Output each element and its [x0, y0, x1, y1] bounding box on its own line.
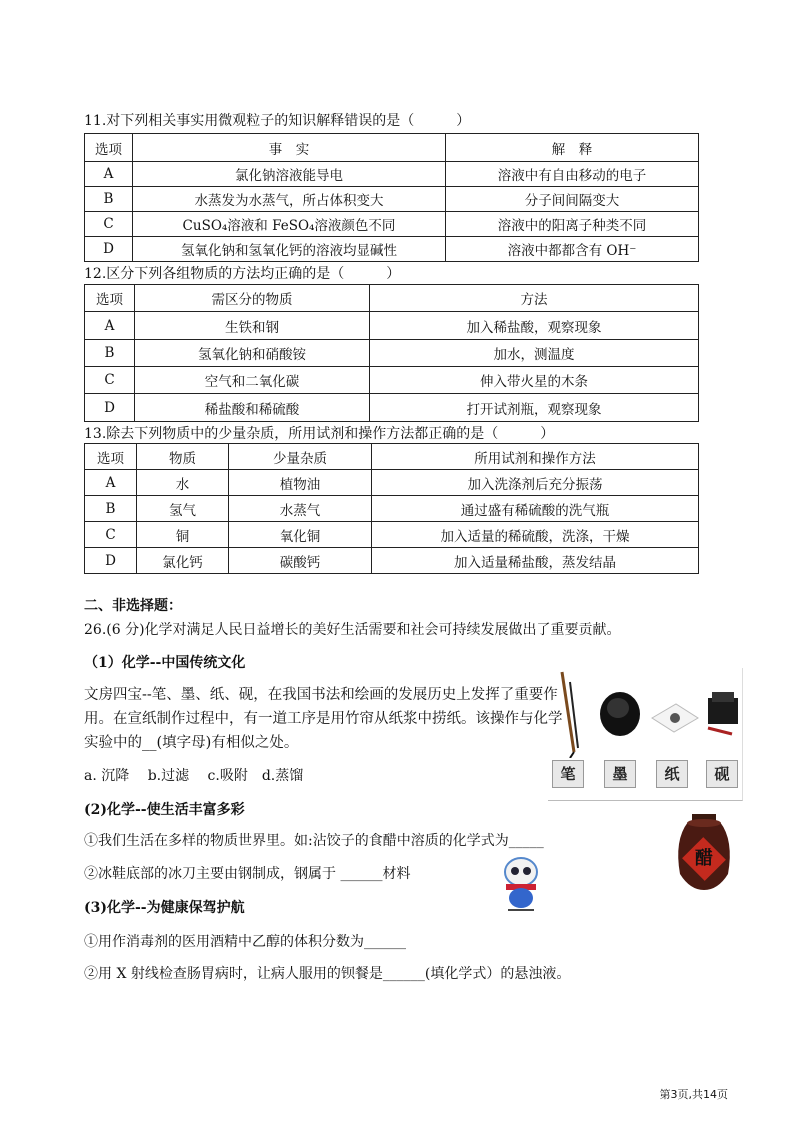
explanation-cell: 溶液中都都含有 OH⁻ [446, 237, 699, 262]
method-cell: 加入适量稀盐酸，蒸发结晶 [372, 548, 699, 574]
fact-cell: 氯化钠溶液能导电 [133, 162, 446, 187]
method-cell: 加入稀盐酸，观察现象 [370, 312, 699, 340]
vinegar-jar-image [670, 812, 738, 892]
treasure-label-inkstone: 砚 [706, 760, 738, 788]
part2-title: (2)化学--使生活丰富多彩 [84, 802, 245, 818]
panda-skater-icon [498, 854, 544, 914]
part1-title: （1）化学--中国传统文化 [84, 655, 246, 671]
substance-cell: 稀盐酸和稀硫酸 [135, 394, 370, 422]
fact-cell: CuSO₄溶液和 FeSO₄溶液颜色不同 [133, 212, 446, 237]
part2-question1: ①我们生活在多样的物质世界里。如:沾饺子的食醋中溶质的化学式为_____ [84, 833, 544, 849]
substance-cell: 氢气 [137, 496, 229, 522]
option-cell: B [85, 496, 137, 522]
substance-cell: 铜 [137, 522, 229, 548]
fact-cell: 氢氧化钠和氢氧化钙的溶液均显碱性 [133, 237, 446, 262]
q13-stem: 13.除去下列物质中的少量杂质，所用试剂和操作方法都正确的是（ ） [84, 426, 555, 442]
table-row [85, 470, 699, 496]
table-header-row [85, 444, 699, 470]
fact-cell: 水蒸发为水蒸气，所占体积变大 [133, 187, 446, 212]
option-cell: A [85, 162, 133, 187]
header-cell: 选项 [85, 134, 133, 162]
table-row [85, 212, 699, 237]
treasure-label-ink: 墨 [604, 760, 636, 788]
table-row [85, 367, 699, 394]
part3-title: (3)化学--为健康保驾护航 [84, 900, 245, 916]
impurity-cell: 氧化铜 [229, 522, 372, 548]
header-cell: 需区分的物质 [135, 285, 370, 312]
option-cell: B [85, 340, 135, 367]
part3-question2: ②用 X 射线检查肠胃病时，让病人服用的钡餐是______(填化学式）的悬浊液。 [84, 966, 571, 982]
section-title: 二、非选择题： [84, 598, 182, 614]
q11-stem: 11.对下列相关事实用微观粒子的知识解释错误的是（ ） [84, 113, 471, 129]
treasure-label-paper: 纸 [656, 760, 688, 788]
table-row [85, 237, 699, 262]
option-cell: D [85, 548, 137, 574]
explanation-cell: 分子间间隔变大 [446, 187, 699, 212]
method-cell: 加水，测温度 [370, 340, 699, 367]
method-cell: 通过盛有稀硫酸的洗气瓶 [372, 496, 699, 522]
q12-table [84, 284, 699, 422]
table-row [85, 548, 699, 574]
explanation-cell: 溶液中有自由移动的电子 [446, 162, 699, 187]
impurity-cell: 水蒸气 [229, 496, 372, 522]
part3-question1: ①用作消毒剂的医用酒精中乙醇的体积分数为______ [84, 934, 406, 950]
q26-stem: 26.(6 分)化学对满足人民日益增长的美好生活需要和社会可持续发展做出了重要贡献。 [84, 622, 621, 638]
substance-cell: 氯化钙 [137, 548, 229, 574]
table-row [85, 394, 699, 422]
table-row [85, 522, 699, 548]
option-cell: C [85, 212, 133, 237]
explanation-cell: 溶液中的阳离子种类不同 [446, 212, 699, 237]
header-cell: 物质 [137, 444, 229, 470]
header-cell: 少量杂质 [229, 444, 372, 470]
q11-table [84, 133, 699, 262]
option-cell: D [85, 394, 135, 422]
page-number: 第3页,共14页 [659, 1088, 728, 1101]
header-cell: 所用试剂和操作方法 [372, 444, 699, 470]
q13-table [84, 443, 699, 574]
part2-question2: ②冰鞋底部的冰刀主要由钢制成，钢属于 ______材料 [84, 866, 411, 882]
substance-cell: 水 [137, 470, 229, 496]
header-cell: 方法 [370, 285, 699, 312]
impurity-cell: 植物油 [229, 470, 372, 496]
option-cell: D [85, 237, 133, 262]
option-cell: A [85, 312, 135, 340]
option-cell: B [85, 187, 133, 212]
table-row [85, 312, 699, 340]
skater-mascot-image [498, 854, 544, 914]
option-cell: C [85, 367, 135, 394]
method-cell: 打开试剂瓶，观察现象 [370, 394, 699, 422]
table-header-row [85, 134, 699, 162]
header-cell: 选项 [85, 444, 137, 470]
method-cell: 伸入带火星的木条 [370, 367, 699, 394]
table-row [85, 187, 699, 212]
vinegar-label: 醋 [695, 848, 713, 869]
treasure-label-brush: 笔 [552, 760, 584, 788]
table-header-row [85, 285, 699, 312]
table-row [85, 162, 699, 187]
treasures-illustration [548, 668, 742, 758]
q12-stem: 12.区分下列各组物质的方法均正确的是（ ） [84, 266, 401, 282]
header-cell: 解 释 [446, 134, 699, 162]
table-row [85, 340, 699, 367]
part1-paragraph: 文房四宝--笔、墨、纸、砚，在我国书法和绘画的发展历史上发挥了重要作用。在宣纸制作过程中，有一道工序是用竹帘从纸浆中捞纸。该操作与化学实验中的__(填字母)有相似之处。 [84, 687, 563, 751]
substance-cell: 生铁和钢 [135, 312, 370, 340]
header-cell: 选项 [85, 285, 135, 312]
option-cell: C [85, 522, 137, 548]
method-cell: 加入洗涤剂后充分振荡 [372, 470, 699, 496]
header-cell: 事 实 [133, 134, 446, 162]
substance-cell: 空气和二氧化碳 [135, 367, 370, 394]
four-treasures-image [548, 668, 743, 801]
substance-cell: 氢氧化钠和硝酸铵 [135, 340, 370, 367]
table-row [85, 496, 699, 522]
option-cell: A [85, 470, 137, 496]
impurity-cell: 碳酸钙 [229, 548, 372, 574]
part1-options: a. 沉降 b.过滤 c.吸附 d.蒸馏 [84, 768, 304, 784]
method-cell: 加入适量的稀硫酸，洗涤，干燥 [372, 522, 699, 548]
